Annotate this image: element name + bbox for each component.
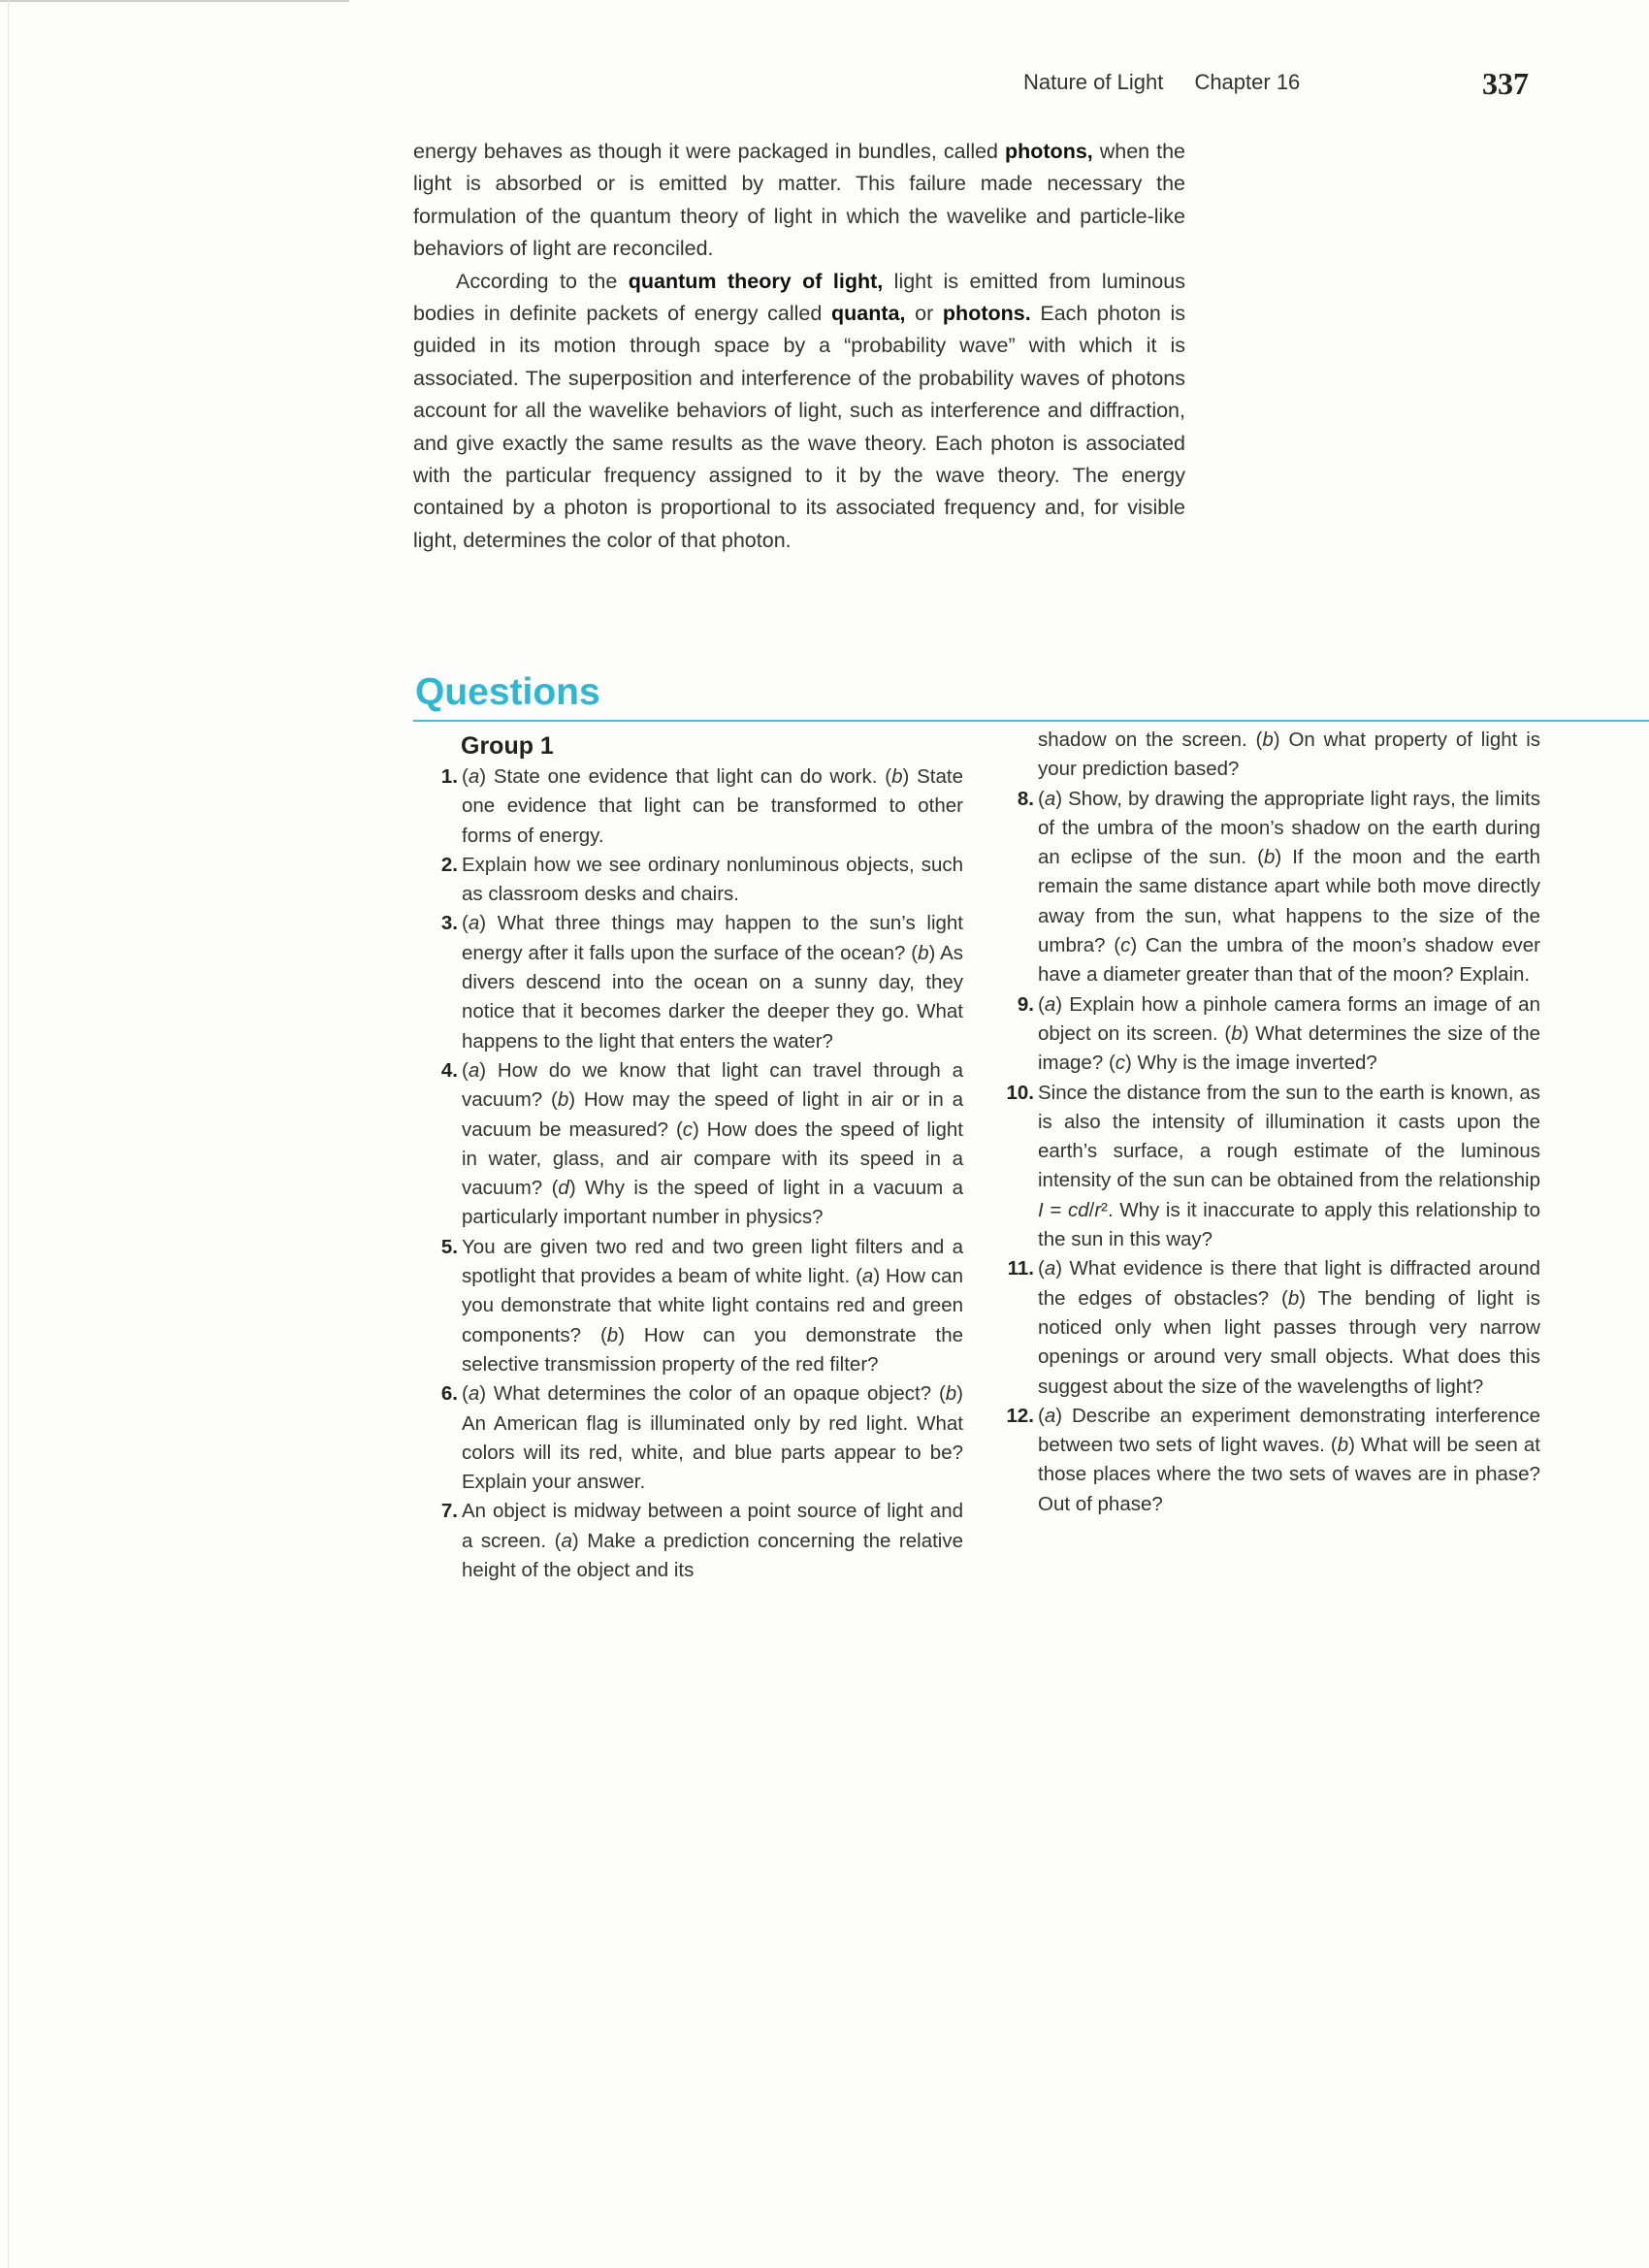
bold-term: photons, [1005,140,1093,163]
question-number: 4. [440,1058,458,1082]
question-item [427,762,963,851]
question-number: 12. [1006,1404,1034,1427]
question-number: 3. [440,912,458,935]
questions-divider [413,720,1649,722]
page-top-edge [0,0,349,2]
bold-term: quantum theory of light, [628,269,884,293]
bold-term: quanta, [831,302,906,326]
question-number: 6. [440,1382,458,1406]
question-item [427,1497,963,1585]
question-list-right [997,785,1540,1519]
question-number: 5. [440,1235,458,1258]
question-item [997,785,1540,990]
question-text: Since the distance from the sun to the earth is known, as is also the intensity of illumination it casts upon the earth’s surface, a rough estimate of the luminous intensity of the sun can be obtained from the relationship I = cd/r². Why is it inaccurate to apply this relationship to the sun in this way? [1038,1081,1540,1251]
question-text: (a) What determines the color of an opaque object? (b) An American flag is illuminated only by red light. What colors will its red, white, and blue parts appear to be? Explain your answer. [462,1382,963,1494]
text-run: Each photon is guided in its motion through space by a “probability wave” with which it is associated. The superposition and interference of the probability waves of photons account for all the wavelike behaviors of light, such as interference and diffraction, and give exactly the same results as the wave theory. Each photon is associated with the particular frequency assigned to it by the wave theory. The energy contained by a photon is proportional to its associated frequency and, for visible light, determines the color of that photon. [413,302,1185,552]
bold-term: photons. [942,302,1031,326]
question-text: (a) State one evidence that light can do work. (b) State one evidence that light can be transformed to other forms of energy. [462,765,964,847]
question-number: 1. [440,765,458,788]
page-left-edge [8,0,9,2268]
questions-heading: Questions [415,671,600,713]
question-number: 7. [440,1500,458,1523]
question-7-continuation: shadow on the screen. (b) On what property of light is your prediction based? [1038,729,1540,781]
question-text: (a) Explain how a pinhole camera forms an image of an object on its screen. (b) What determines the size of the image? (c) Why is the image inverted? [1038,992,1540,1075]
question-item [997,1254,1540,1401]
question-item [427,851,963,910]
question-item [997,1079,1540,1255]
question-number: 2. [440,853,458,876]
question-item [427,1379,963,1497]
questions-right-column [997,726,1540,1519]
running-header [1023,70,1325,95]
question-item [997,990,1540,1079]
question-text: (a) Describe an experiment demonstrating interference between two sets of light waves. (b) What will be seen at those places where the two sets of waves are in phase? Out of phase? [1038,1404,1540,1515]
question-text: An object is midway between a point source of light and a screen. (a) Make a prediction concerning the relative height of the object and its [462,1500,963,1582]
question-list-left [427,762,963,1585]
question-number: 8. [1017,787,1034,810]
body-paragraph [413,266,1185,558]
text-run: According to the [456,269,629,293]
question-text: You are given two red and two green light filters and a spotlight that provides a beam of white light. (a) How can you demonstrate that white light contains red and green components? (b) How can you demonstrate the selective transmission property of the red filter? [462,1235,963,1376]
text-run: or [905,302,943,326]
question-item [427,1233,963,1379]
body-paragraph [413,136,1185,266]
question-item [427,909,963,1055]
header-section-title: Nature of Light [1023,70,1164,94]
question-text: (a) What evidence is there that light is diffracted around the edges of obstacles? (b) The bending of light is noticed only when light passes through very narrow openings or around very small objects. What does this suggest about the size of the wavelengths of light? [1038,1257,1540,1398]
header-chapter: Chapter 16 [1194,70,1301,94]
question-text: (a) Show, by drawing the appropriate light rays, the limits of the umbra of the moon’s shadow on the earth during an eclipse of the sun. (b) If the moon and the earth remain the same distance apart while both move directly away from the sun, what happens to the size of the umbra? (c) Can the umbra of the moon’s shadow ever have a diameter greater than that of the moon? Explain. [1038,787,1540,987]
question-number: 10. [1006,1081,1034,1104]
group-title: Group 1 [461,732,554,760]
page-number: 337 [1482,66,1529,101]
text-run: energy behaves as though it were packaged in bundles, called [413,140,1005,163]
questions-left-column [427,729,963,1585]
question-text: (a) What three things may happen to the sun’s light energy after it falls upon the surface of the ocean? (b) As divers descend into the ocean on a sunny day, they notice that it becomes darker the deeper they go. What happens to the light that enters the water? [462,912,963,1053]
question-text: (a) How do we know that light can travel through a vacuum? (b) How may the speed of light in air or in a vacuum be measured? (c) How does the speed of light in water, glass, and air compare with its speed in a vacuum? (d) Why is the speed of light in a vacuum a particularly important number in physics? [462,1058,963,1229]
text-run: light is emitted from luminous bodies in definite packets of energy called [413,269,1185,326]
text-run: when the light is absorbed or is emitted by matter. This failure made necessary the formulation of the quantum theory of light in which the wavelike and particle-like behaviors of light are reconciled. [413,140,1185,261]
question-number: 11. [1007,1257,1034,1280]
question-item [997,1402,1540,1519]
question-item [427,1056,963,1233]
question-number: 9. [1017,992,1034,1016]
question-text: Explain how we see ordinary nonluminous objects, such as classroom desks and chairs. [462,853,963,906]
body-text [413,136,1185,557]
